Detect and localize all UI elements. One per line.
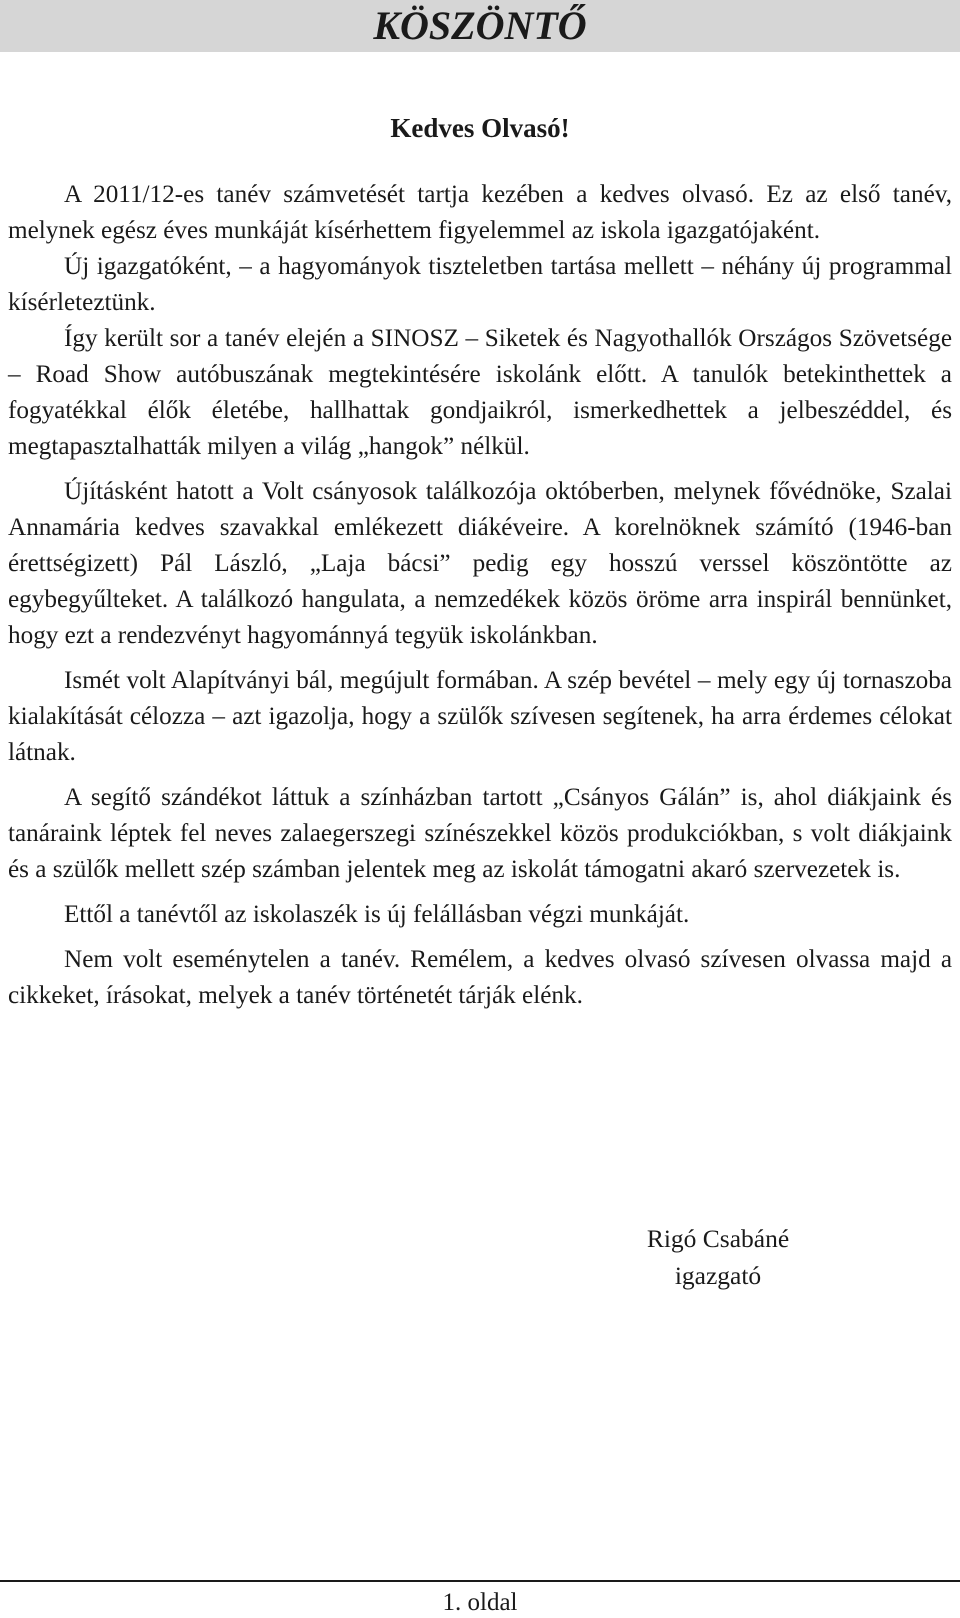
footer-divider [0,1580,960,1582]
signature-block [588,1220,848,1294]
paragraph-5: Ismét volt Alapítványi bál, megújult formában. A szép bevétel – mely egy új tornaszoba kialakítását célozza – azt igazolja, hogy a szülők szívesen segítenek, ha arra érdemes célokat látnak. [8,667,952,766]
paragraph-7: Ettől a tanévtől az iskolaszék is új felállásban végzi munkáját. [64,901,690,928]
page-number: 1. oldal [442,1589,518,1616]
paragraph-3: Így került sor a tanév elején a SINOSZ – Siketek és Nagyothallók Országos Szövetsége – Road Show autóbuszának megtekintésére iskolánk előtt. A tanulók betekinthettek a fogyatékkal élők életébe, hallhattak gondjaikról, ismerkedhettek a jelbeszéddel, és megtapasztalhatták milyen a világ „hangok” nélkül. [8,325,952,460]
paragraph-2: Új igazgatóként, – a hagyományok tiszteletben tartása mellett – néhány új programmal kísérleteztünk. [8,253,952,316]
page-title: KÖSZÖNTŐ [373,3,587,48]
letter-body [8,177,952,1014]
salutation: Kedves Olvasó! [390,113,570,143]
paragraph-6: A segítő szándékot láttuk a színházban tartott „Csányos Gálán” is, ahol diákjaink és tanáraink léptek fel neves zalaegerszegi színészekkel közös produkciókban, s volt diákjaink és a szülők mellett szép számban jelentek meg az iskolát támogatni akaró szervezetek is. [8,784,952,883]
paragraph-8: Nem volt eseménytelen a tanév. Remélem, a kedves olvasó szívesen olvassa majd a cikkeket, írásokat, melyek a tanév történetét tárják elénk. [8,946,952,1009]
paragraph-1: A 2011/12-es tanév számvetését tartja kezében a kedves olvasó. Ez az első tanév, melynek egész éves munkáját kísérhettem figyelemmel az iskola igazgatójaként. [8,181,952,244]
signature-role: igazgató [674,1261,762,1290]
signature-name: Rigó Csabáné [646,1224,790,1253]
paragraph-4: Újításként hatott a Volt csányosok találkozója októberben, melynek fővédnöke, Szalai Annamária kedves szavakkal emlékezett diákéveire. A korelnöknek számító (1946-ban érettségizett) Pál László, „Laja bácsi” pedig egy hosszú verssel köszöntötte az egybegyűlteket. A találkozó hangulata, a nemzedékek közös öröme arra inspirál bennünket, hogy ezt a rendezvényt hagyománnyá tegyük iskolánkban. [8,478,952,649]
